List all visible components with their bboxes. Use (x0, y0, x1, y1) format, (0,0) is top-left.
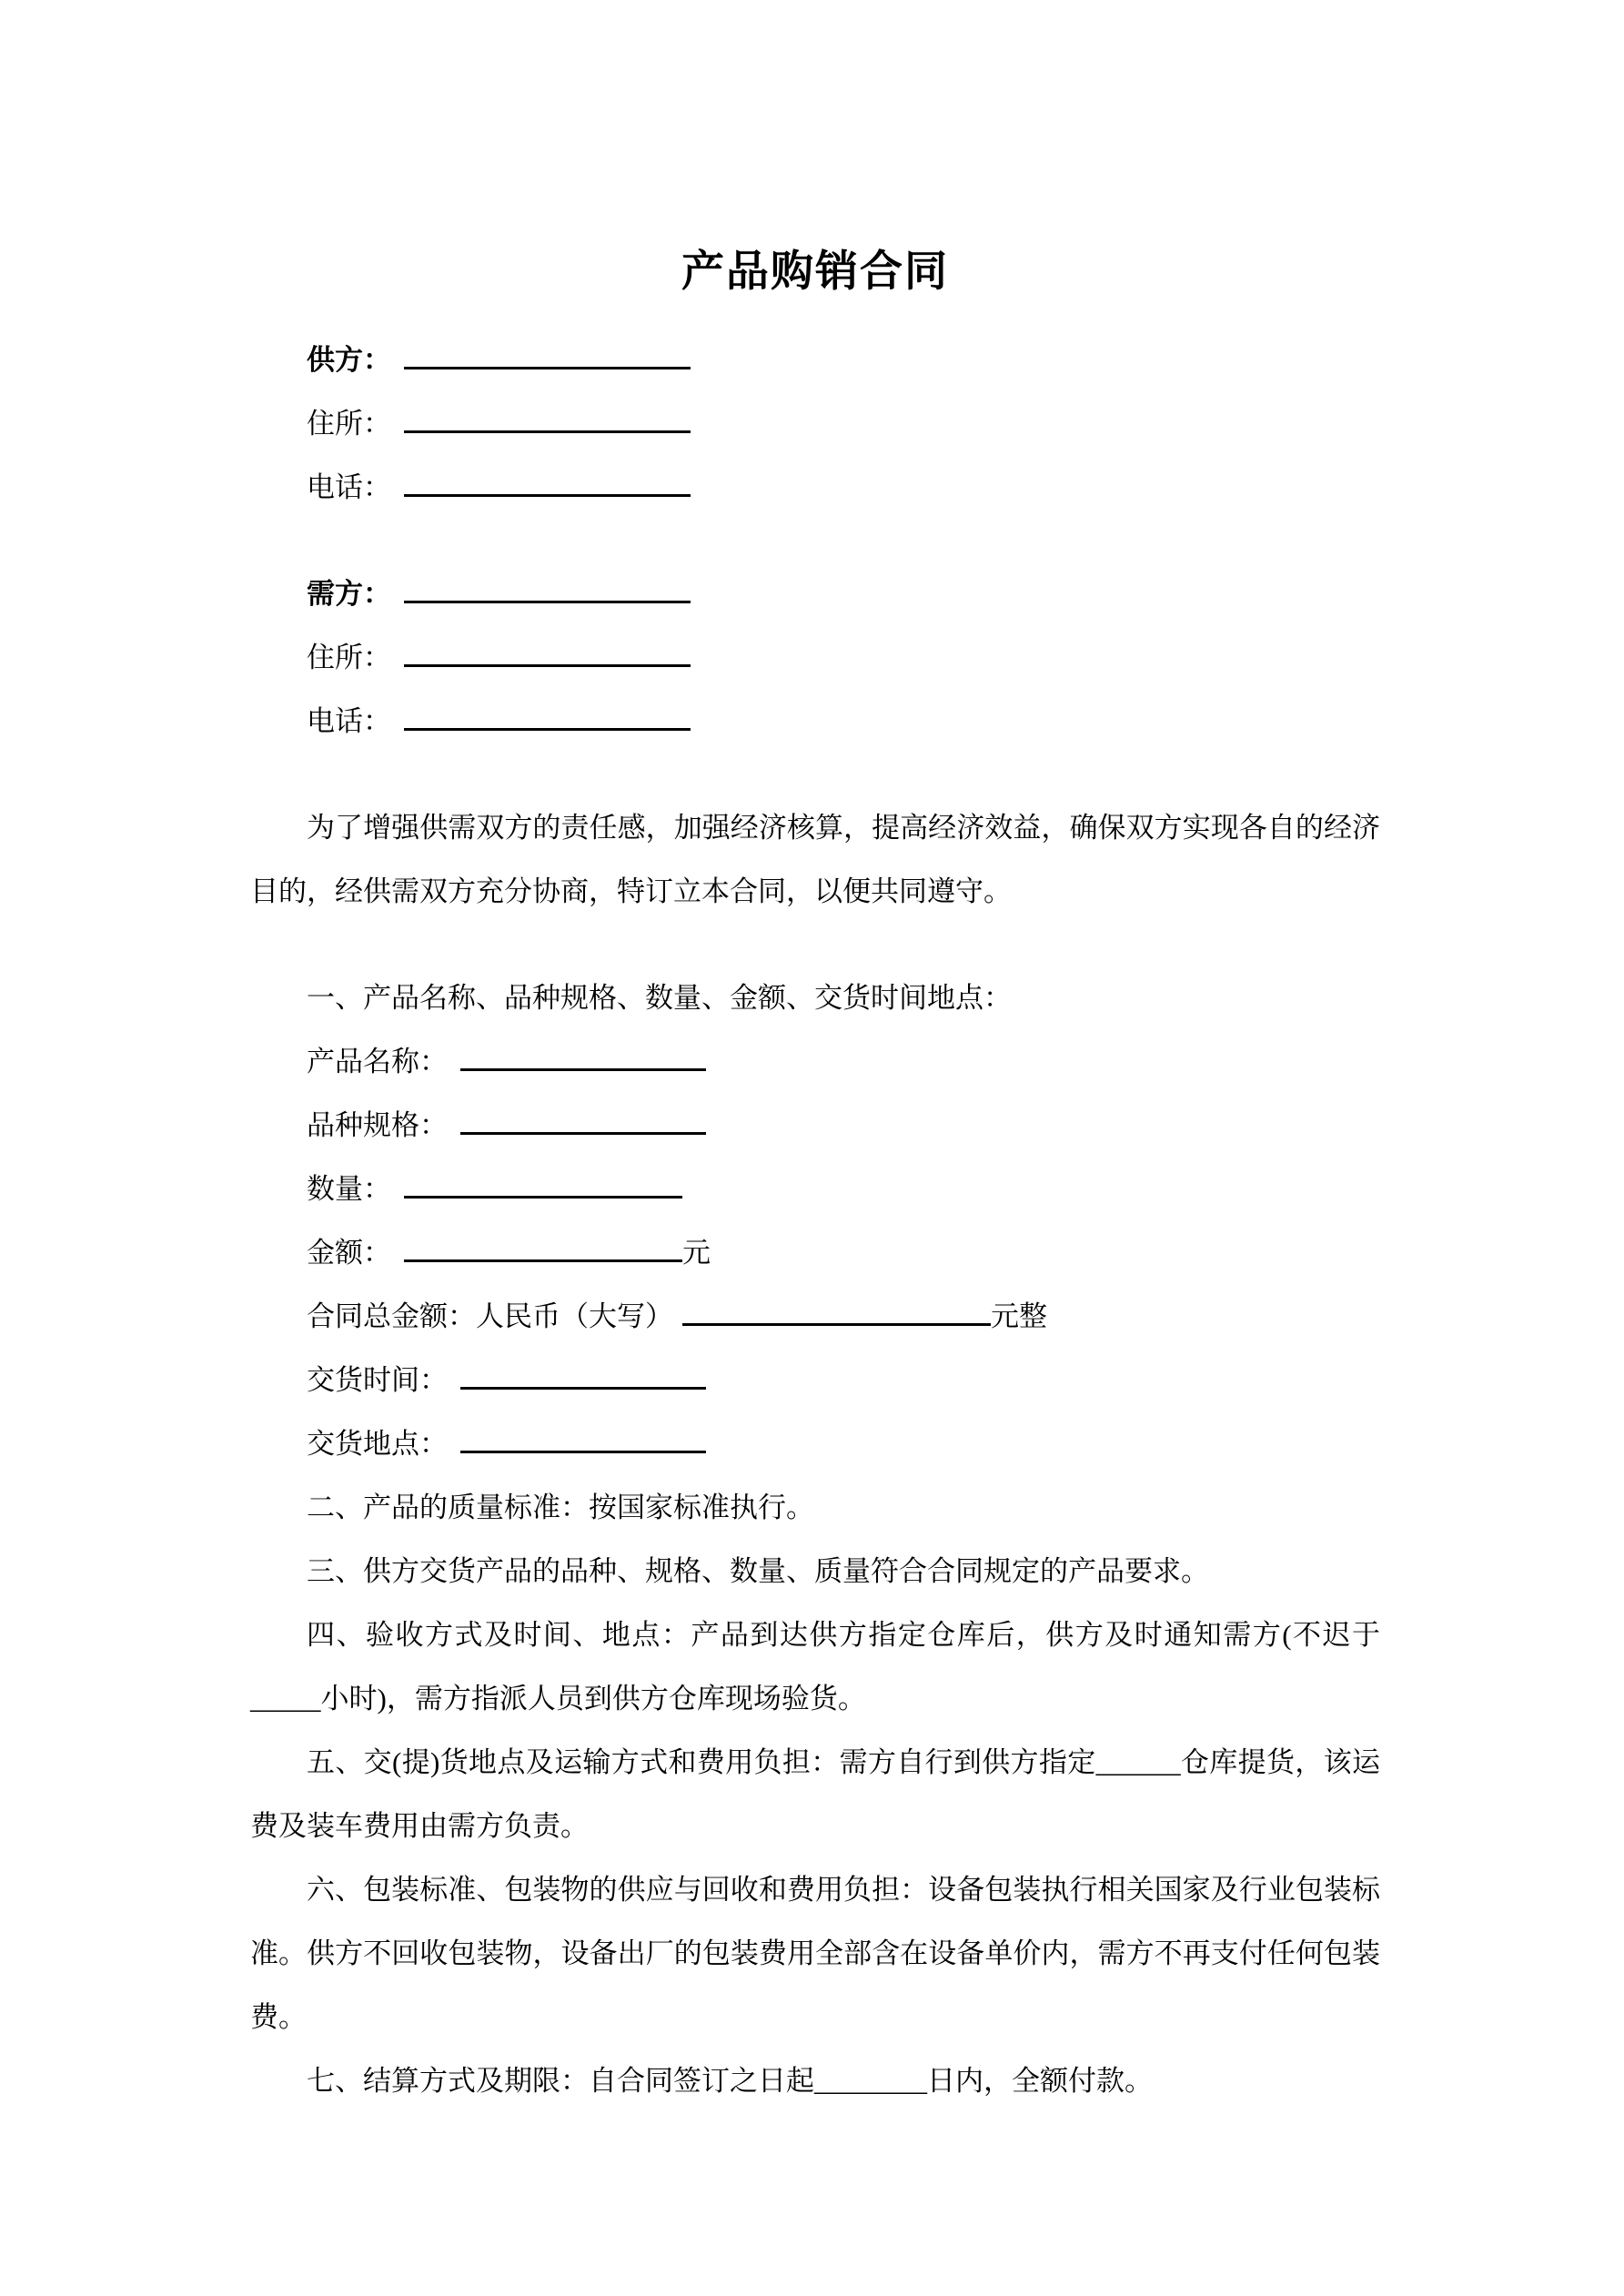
quantity-line (250, 1158, 1380, 1221)
amount-blank (404, 1232, 682, 1262)
spec-line (250, 1094, 1380, 1158)
supplier-address-line (250, 392, 1380, 456)
delivery-place-blank (460, 1423, 706, 1453)
delivery-time-blank (460, 1360, 706, 1390)
buyer-name-blank (404, 573, 691, 603)
total-amount-label: 合同总金额：人民币（大写） (307, 1300, 673, 1332)
delivery-place-label: 交货地点： (307, 1428, 448, 1460)
supplier-phone-label: 电话： (307, 471, 391, 503)
supplier-name-line (250, 329, 1380, 392)
document-title: 产品购销合同 (681, 247, 949, 295)
amount-label: 金额： (307, 1237, 391, 1269)
quantity-blank (404, 1168, 682, 1199)
clause-3: 三、供方交货产品的品种、规格、数量、质量符合合同规定的产品要求。 (307, 1555, 1209, 1587)
clause-4: 四、验收方式及时间、地点：产品到达供方指定仓库后，供方及时通知需方(不迟于_____小时)，需方指派人员到供方仓库现场验货。 (250, 1619, 1380, 1714)
delivery-time-line (250, 1349, 1380, 1412)
buyer-address-blank (404, 637, 691, 667)
product-name-line (250, 1030, 1380, 1094)
total-amount-line (250, 1285, 1380, 1349)
buyer-phone-label: 电话： (307, 705, 391, 737)
amount-suffix: 元 (682, 1237, 711, 1269)
buyer-address-label: 住所： (307, 642, 391, 673)
buyer-phone-blank (404, 701, 691, 731)
supplier-phone-blank (404, 467, 691, 497)
amount-line (250, 1221, 1380, 1285)
supplier-phone-line (250, 456, 1380, 520)
delivery-place-line (250, 1412, 1380, 1476)
total-amount-blank (682, 1296, 991, 1326)
buyer-phone-line (250, 690, 1380, 754)
supplier-name-blank (404, 339, 691, 369)
buyer-address-line (250, 626, 1380, 690)
quantity-label: 数量： (307, 1173, 391, 1205)
clause-2: 二、产品的质量标准：按国家标准执行。 (307, 1492, 814, 1523)
preamble-paragraph: 为了增强供需双方的责任感，加强经济核算，提高经济效益，确保双方实现各自的经济目的，经供需双方充分协商，特订立本合同，以便共同遵守。 (250, 812, 1380, 907)
supplier-address-label: 住所： (307, 408, 391, 440)
clause-5: 五、交(提)货地点及运输方式和费用负担：需方自行到供方指定______仓库提货，该运费及装车费用由需方负责。 (250, 1746, 1380, 1842)
buyer-party-label: 需方： (307, 578, 391, 610)
supplier-address-blank (404, 403, 691, 433)
product-name-blank (460, 1041, 706, 1071)
section1-heading: 一、产品名称、品种规格、数量、金额、交货时间地点： (307, 982, 1012, 1014)
total-amount-suffix: 元整 (991, 1300, 1047, 1332)
supplier-party-label: 供方： (307, 344, 391, 376)
spec-label: 品种规格： (307, 1109, 448, 1141)
clause-7: 七、结算方式及期限：自合同签订之日起________日内，全额付款。 (307, 2065, 1153, 2097)
spec-blank (460, 1105, 706, 1135)
product-name-label: 产品名称： (307, 1046, 448, 1077)
clause-6: 六、包装标准、包装物的供应与回收和费用负担：设备包装执行相关国家及行业包装标准。供方不回收包装物，设备出厂的包装费用全部含在设备单价内，需方不再支付任何包装费。 (250, 1874, 1380, 2033)
delivery-time-label: 交货时间： (307, 1364, 448, 1396)
buyer-name-line (250, 562, 1380, 626)
